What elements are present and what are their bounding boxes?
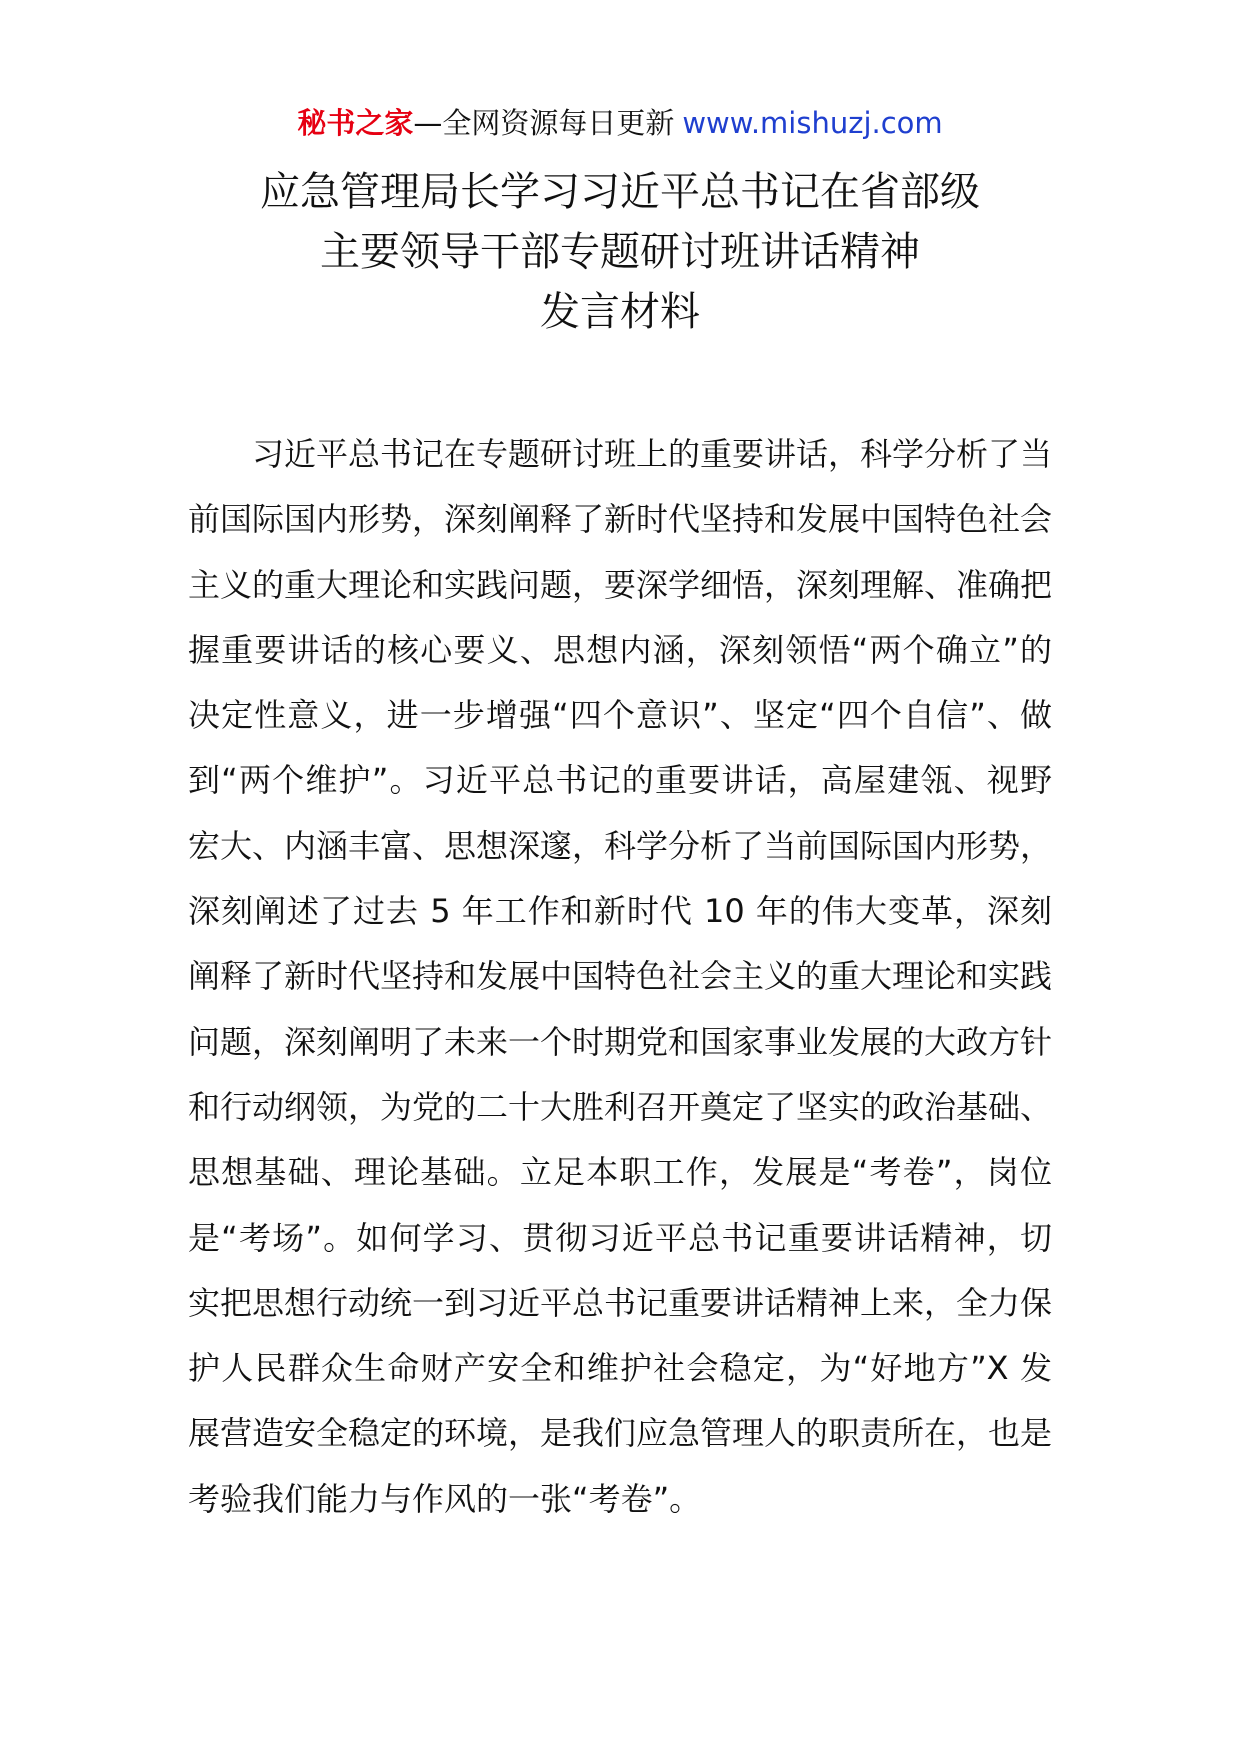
document-title [0,162,1240,342]
title-line-2: 主要领导干部专题研讨班讲话精神 [320,229,920,275]
page-header [0,103,1240,143]
title-line-3: 发言材料 [540,289,700,335]
header-tagline: —全网资源每日更新 [413,106,675,140]
brand-name: 秘书之家 [297,106,414,140]
body-paragraph: 习近平总书记在专题研讨班上的重要讲话，科学分析了当前国际国内形势，深刻阐释了新时代坚持和发展中国特色社会主义的重大理论和实践问题，要深学细悟，深刻理解、准确把握重要讲话的核心要义、思想内涵，深刻领悟“两个确立”的决定性意义，进一步增强“四个意识”、坚定“四个自信”、做到“两个维护”。习近平总书记的重要讲话，高屋建瓴、视野宏大、内涵丰富、思想深邃，科学分析了当前国际国内形势，深刻阐述了过去 5 年工作和新时代 10 年的伟大变革，深刻阐释了新时代坚持和发展中国特色社会主义的重大理论和实践问题，深刻阐明了未来一个时期党和国家事业发展的大政方针和行动纲领，为党的二十大胜利召开奠定了坚实的政治基础、思想基础、理论基础。立足本职工作，发展是“考卷”，岗位是“考场”。如何学习、贯彻习近平总书记重要讲话精神，切实把思想行动统一到习近平总书记重要讲话精神上来，全力保护人民群众生命财产安全和维护社会稳定，为“好地方”X 发展营造安全稳定的环境，是我们应急管理人的职责所在，也是考验我们能力与作风的一张“考卷”。 [188,435,1053,1518]
website-link[interactable]: www.mishuzj.com [682,106,943,140]
title-line-1: 应急管理局长学习习近平总书记在省部级 [260,169,980,215]
